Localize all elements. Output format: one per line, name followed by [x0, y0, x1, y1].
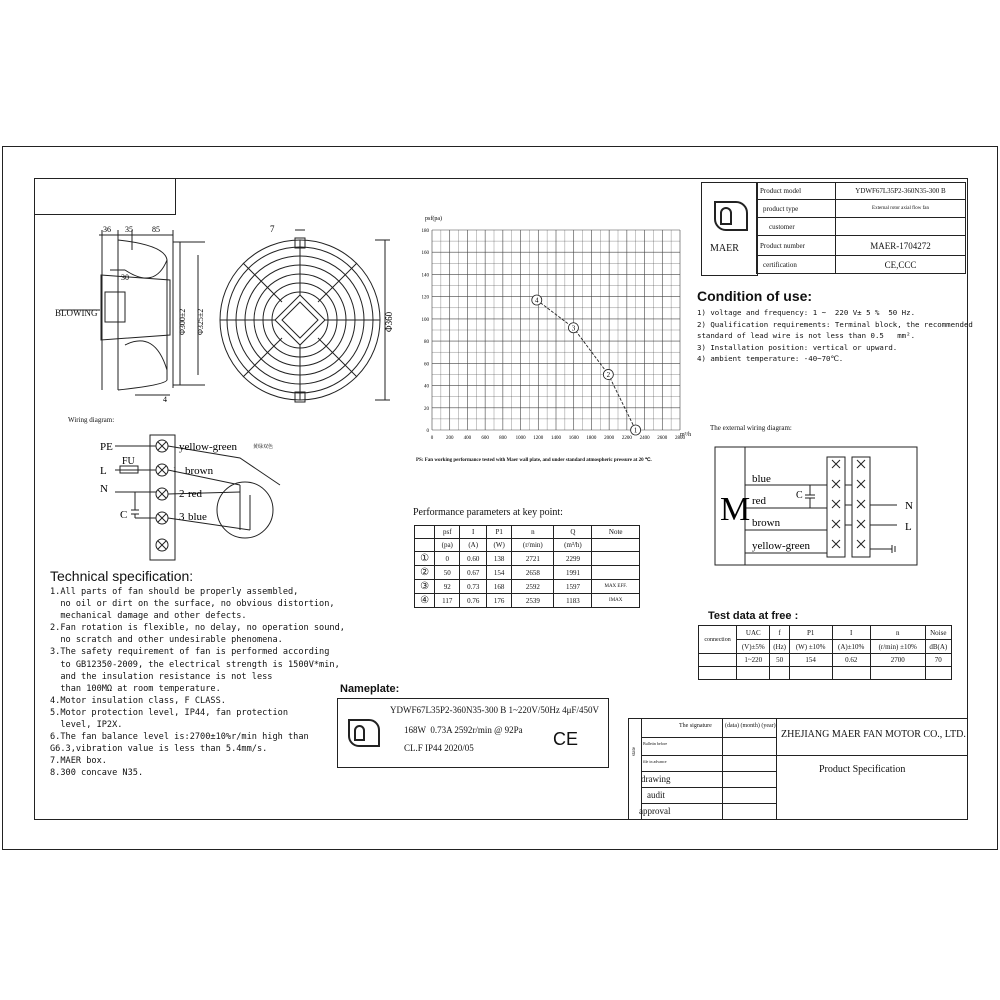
logo-box	[701, 182, 758, 276]
tech-line: mechanical damage and other defects.	[50, 611, 247, 622]
perf-unit	[415, 539, 435, 552]
date-label: (data) (month) (year)	[725, 723, 776, 729]
cell: 1~220	[737, 654, 770, 667]
x-tick-label: 1000	[515, 436, 526, 441]
nameplate-box	[337, 698, 609, 768]
external-wiring-diagram	[712, 445, 942, 570]
test-header: P1	[789, 626, 832, 640]
data-point-label: 4	[535, 296, 539, 305]
title-block	[628, 718, 967, 819]
tech-line: no scratch and other undesirable phenomena.	[50, 635, 283, 646]
product-label: Product model	[757, 183, 836, 200]
cell: 2721	[512, 552, 554, 566]
tech-line: 2.Fan rotation is flexible, no delay, no operation sound,	[50, 623, 345, 634]
nameplate-title: Nameplate:	[340, 683, 400, 695]
nameplate-logo-icon	[348, 719, 380, 747]
cell: 2700	[870, 654, 925, 667]
cell: 176	[487, 594, 512, 608]
y-tick-label: 0	[426, 429, 429, 434]
chart-note: PS: Fan working performance tested with Maer wall plate, and under standard atmospheric pressure at 20 ℃.	[416, 458, 652, 463]
dim-325: Φ325±2	[196, 308, 205, 335]
product-value: YDWF67L35P2-360N35-300 B	[836, 183, 966, 200]
data-point-label: 1	[633, 426, 638, 435]
test-header: connection	[699, 626, 737, 654]
perf-header	[415, 526, 435, 539]
ext-wiring-title: The external wiring diagram:	[710, 424, 792, 432]
perf-title: Performance parameters at key point:	[413, 507, 563, 518]
tech-line: to GB12350-2009, the electrical strength is 1500V*min,	[50, 659, 340, 670]
ext-brown-label: brown	[752, 517, 781, 529]
tech-line: 5.Motor protection level, IP44, fan protection	[50, 707, 288, 718]
ce-mark: CE	[553, 729, 579, 749]
perf-header: Note	[592, 526, 640, 539]
test-unit: (Hz)	[770, 640, 789, 654]
cell: 1991	[554, 566, 592, 580]
tech-line: G6.3,vibration value is less than 5.4mm/s.	[50, 744, 268, 755]
y-tick-label: 140	[421, 273, 429, 279]
dim-30: 30	[121, 273, 129, 282]
terminal-3: 3	[179, 511, 185, 523]
y-tick-label: 60	[424, 362, 429, 368]
cell: 0.62	[832, 654, 870, 667]
perf-table	[414, 525, 640, 608]
x-tick-label: 1400	[551, 436, 561, 441]
l-label: L	[100, 465, 107, 477]
cell: 2592	[512, 580, 554, 594]
series-line	[537, 300, 636, 430]
y-tick-label: 80	[424, 340, 429, 346]
y-tick-label: 100	[421, 317, 429, 323]
bulletin-label: Bulletin before	[643, 741, 668, 746]
perf-unit: (pa)	[435, 539, 460, 552]
dim-35: 35	[125, 225, 133, 234]
test-unit: (A)±10%	[832, 640, 870, 654]
cell: ③	[415, 580, 435, 594]
condition-list	[697, 307, 973, 365]
n-label: N	[100, 483, 108, 495]
perf-header: psf	[435, 526, 460, 539]
cell: ④	[415, 594, 435, 608]
cell: 2539	[512, 594, 554, 608]
tech-line: and the insulation resistance is not less	[50, 671, 273, 682]
dim-36: 36	[103, 225, 111, 234]
x-tick-label: 400	[463, 436, 472, 441]
cell: 0.76	[460, 594, 487, 608]
dim-7: 7	[270, 224, 275, 234]
condition-line: standard of lead wire is not less than 0.5 mm².	[697, 331, 916, 340]
ext-l-label: L	[905, 521, 912, 533]
fu-label: FU	[122, 456, 135, 467]
product-value: MAER-1704272	[836, 236, 966, 256]
tech-line: no oil or dirt on the surface, no obvious distortion,	[50, 599, 335, 610]
tech-line: than 100MΩ at room temperature.	[50, 683, 221, 694]
chart-ylabel: psf(pa)	[425, 216, 442, 222]
product-label: certification	[757, 256, 836, 274]
ext-yellow-green-label: yellow-green	[752, 540, 811, 552]
approval-label: approval	[639, 806, 671, 816]
tech-line: 3.The safety requirement of fan is performed according	[50, 647, 330, 658]
tech-line: 1.All parts of fan should be properly assembled,	[50, 587, 299, 597]
tech-line: 6.The fan balance level is:2700±10%r/min high than	[50, 732, 309, 743]
blowing-label: BLOWING	[55, 308, 98, 318]
x-tick-label: 200	[445, 436, 454, 441]
cell: 92	[435, 580, 460, 594]
x-tick-label: 2800	[675, 436, 685, 441]
cell: 168	[487, 580, 512, 594]
tech-line: level, IP2X.	[50, 720, 123, 731]
cell: 0.60	[460, 552, 487, 566]
tech-line: 7.MAER box.	[50, 756, 107, 767]
cell: 2658	[512, 566, 554, 580]
cell: ①	[415, 552, 435, 566]
x-tick-label: 2200	[621, 436, 632, 441]
test-unit: (r/min) ±10%	[870, 640, 925, 654]
spec-title: Product Specification	[819, 764, 906, 775]
cell: 154	[487, 566, 512, 580]
corner-box	[34, 178, 176, 215]
y-tick-label: 20	[424, 406, 429, 412]
tech-line: 8.300 concave N35.	[50, 768, 144, 779]
table-row	[415, 552, 640, 566]
product-value: CE,CCC	[836, 256, 966, 274]
perf-unit	[592, 539, 640, 552]
yellow-green-cn: 黄绿双色	[253, 445, 274, 450]
cell	[592, 552, 640, 566]
test-unit: (V)±5%	[737, 640, 770, 654]
x-tick-label: 1600	[568, 436, 579, 441]
product-value: External rotor axial flow fan	[836, 200, 966, 218]
test-header: f	[770, 626, 789, 640]
signature-label: The signature	[679, 723, 712, 729]
condition-line: 1) voltage and frequency: 1 ~ 220 V± 5 % 50 Hz.	[697, 308, 916, 317]
dim-4: 4	[163, 395, 167, 404]
audit-label: audit	[647, 790, 665, 800]
cell: 154	[789, 654, 832, 667]
perf-unit: (r/min)	[512, 539, 554, 552]
perf-header: P1	[487, 526, 512, 539]
tech-spec-title: Technical specification:	[50, 568, 194, 584]
table-row	[415, 580, 640, 594]
pe-label: PE	[100, 441, 113, 453]
brown-label: brown	[185, 465, 214, 477]
dim-300: Φ300±2	[178, 308, 187, 335]
x-tick-label: 2400	[639, 436, 650, 441]
ext-blue-label: blue	[752, 473, 771, 485]
test-unit: (W) ±10%	[789, 640, 832, 654]
red-label: red	[188, 488, 203, 500]
perf-header: n	[512, 526, 554, 539]
cell: 2299	[554, 552, 592, 566]
x-tick-label: 0	[430, 436, 434, 441]
nameplate-line1: YDWF67L35P2-360N35-300 B 1~220V/50Hz 4μF/450V	[390, 705, 599, 715]
ext-red-label: red	[752, 495, 767, 507]
perf-header: I	[460, 526, 487, 539]
cell: 0.73	[460, 580, 487, 594]
x-tick-label: 600	[481, 436, 489, 441]
drawing-label: drawing	[641, 774, 671, 784]
condition-line: 4) ambient temperature: -40~70℃.	[697, 354, 844, 363]
data-point-label: 3	[571, 324, 576, 333]
cell: ②	[415, 566, 435, 580]
company-name: ZHEJIANG MAER FAN MOTOR CO., LTD.	[781, 729, 966, 740]
tech-line: 4.Motor insulation class, F CLASS.	[50, 695, 226, 706]
chart-xlabel: m³/h	[680, 432, 692, 438]
y-tick-label: 180	[421, 229, 429, 234]
cell	[592, 566, 640, 580]
test-header: I	[832, 626, 870, 640]
cell: MAX EFF.	[592, 580, 640, 594]
cell: 117	[435, 594, 460, 608]
test-header: UAC	[737, 626, 770, 640]
product-label: customer	[757, 218, 836, 236]
test-title: Test data at free :	[708, 610, 799, 622]
perf-unit: (W)	[487, 539, 512, 552]
product-label: product type	[757, 200, 836, 218]
table-row	[415, 594, 640, 608]
cell: 50	[770, 654, 789, 667]
cell: 0.67	[460, 566, 487, 580]
c-label: C	[120, 509, 128, 521]
table-row	[699, 654, 952, 667]
nameplate-line3: CL.F IP44 2020/05	[404, 743, 474, 753]
cell: 50	[435, 566, 460, 580]
y-tick-label: 120	[421, 295, 429, 301]
cell	[699, 654, 737, 667]
test-header: n	[870, 626, 925, 640]
condition-line: 3) Installation position: vertical or upward.	[697, 342, 898, 352]
test-header: Noise	[925, 626, 951, 640]
terminal-2: 2	[179, 488, 185, 500]
cell: 1183	[554, 594, 592, 608]
tech-spec-list	[50, 586, 345, 780]
x-tick-label: 2000	[604, 436, 615, 441]
state-label: state	[632, 746, 638, 757]
x-tick-label: 2600	[657, 436, 668, 441]
maer-logo-icon	[714, 201, 748, 231]
test-table	[698, 625, 952, 680]
terminal-1: 1	[173, 466, 177, 474]
product-table	[756, 182, 966, 274]
performance-chart	[410, 210, 700, 460]
wiring-diagram	[95, 430, 295, 570]
x-tick-label: 1800	[586, 436, 597, 441]
perf-header: Q	[554, 526, 592, 539]
wiring-title: Wiring diagram:	[68, 416, 115, 424]
yellow-green-label: yellow-green	[179, 441, 238, 453]
nameplate-line2: 168W 0.73A 2592r/min @ 92Pa	[404, 725, 523, 735]
blue-label: blue	[188, 511, 207, 523]
condition-line: 2) Qualification requirements: Terminal block, the recommended	[697, 319, 973, 329]
x-tick-label: 800	[499, 436, 507, 441]
product-label: Product number	[757, 236, 836, 256]
cell: IMAX	[592, 594, 640, 608]
fan-front-view	[215, 220, 395, 410]
dim-85: 85	[152, 225, 160, 234]
table-row	[415, 566, 640, 580]
y-tick-label: 160	[421, 251, 429, 257]
condition-title: Condition of use:	[697, 288, 813, 304]
perf-unit: (A)	[460, 539, 487, 552]
cell: 0	[435, 552, 460, 566]
brand-name: MAER	[710, 243, 739, 254]
cell: 70	[925, 654, 951, 667]
file-label: file in advance	[643, 759, 667, 764]
y-tick-label: 40	[424, 384, 429, 390]
ext-n-label: N	[905, 500, 913, 512]
perf-unit: (m³/h)	[554, 539, 592, 552]
data-point-label: 2	[606, 370, 611, 379]
dim-360: Φ360	[384, 311, 394, 332]
ext-c-label: C	[796, 490, 803, 501]
cell: 1597	[554, 580, 592, 594]
x-tick-label: 1200	[533, 436, 544, 441]
test-unit: dB(A)	[925, 640, 951, 654]
product-value	[836, 218, 966, 236]
motor-label: M	[720, 491, 751, 528]
cell: 138	[487, 552, 512, 566]
